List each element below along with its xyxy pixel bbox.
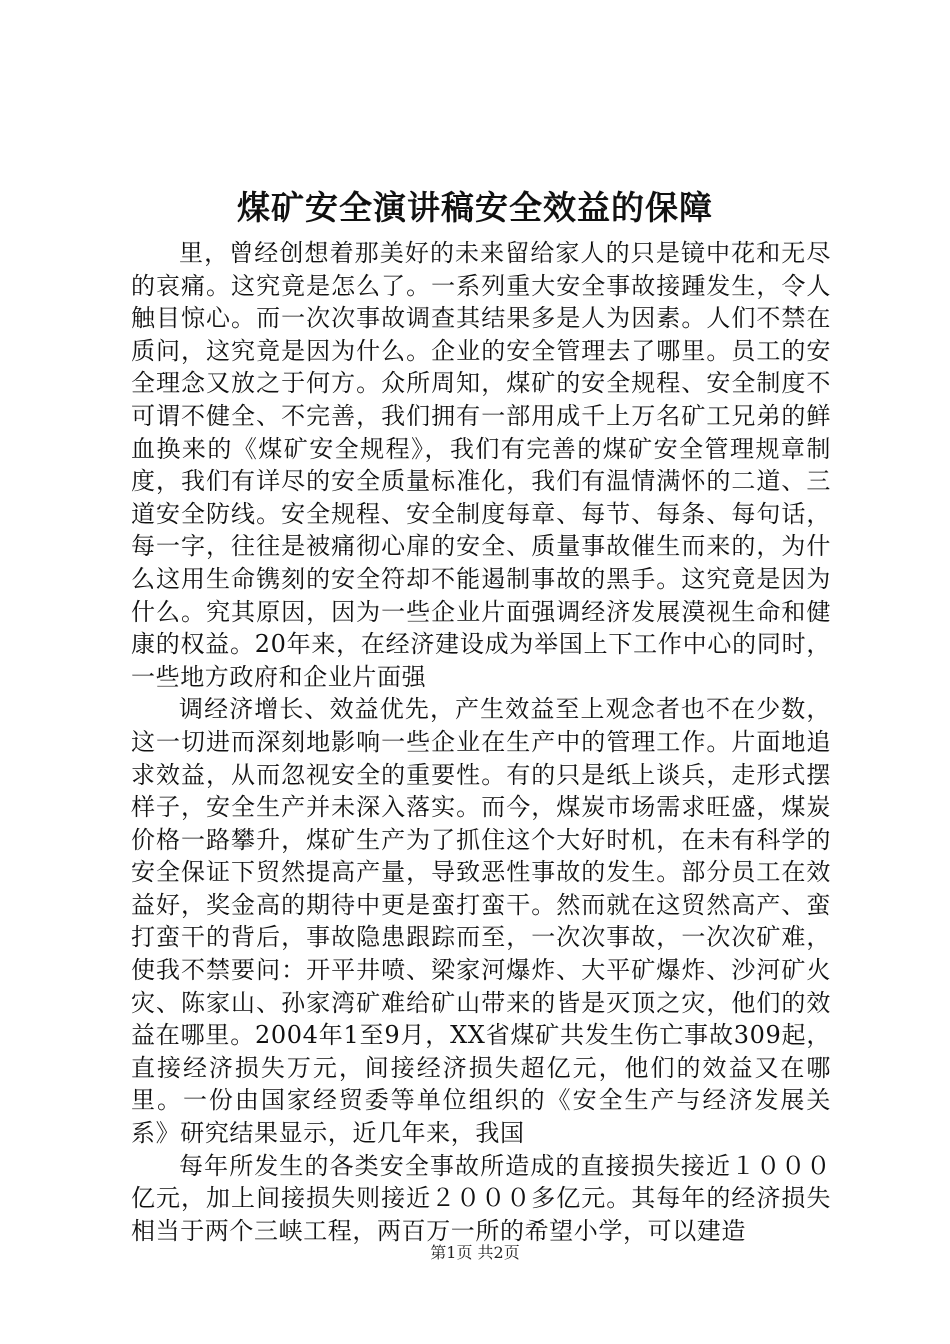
paragraph: 里，曾经创想着那美好的未来留给家人的只是镜中花和无尽的哀痛。这究竟是怎么了。一系列重大安全事故接踵发生，令人触目惊心。而一次次事故调查其结果多是人为因素。人们不禁在质问，这究竟是因为什么。企业的安全管理去了哪里。员工的安全理念又放之于何方。众所周知，煤矿的安全规程、安全制度不可谓不健全、不完善，我们拥有一部用成千上万名矿工兄弟的鲜血换来的《煤矿安全规程》，我们有完善的煤矿安全管理规章制度，我们有详尽的安全质量标准化，我们有温情满怀的二道、三道安全防线。安全规程、安全制度每章、每节、每条、每句话，每一字，往往是被痛彻心扉的安全、质量事故催生而来的，为什么这用生命镌刻的安全符却不能遏制事故的黑手。这究竟是因为什么。究其原因，因为一些企业片面强调经济发展漠视生命和健康的权益。20年来，在经济建设成为举国上下工作中心的同时，一些地方政府和企业片面强: [131, 239, 831, 691]
paragraph: 每年所发生的各类安全事故所造成的直接损失接近１０００亿元，加上间接损失则接近２０００多亿元。其每年的经济损失相当于两个三峡工程，两百万一所的希望小学，可以建造: [131, 1151, 831, 1245]
document-title: 煤矿安全演讲稿安全效益的保障: [237, 188, 713, 227]
paragraph: 调经济增长、效益优先，产生效益至上观念者也不在少数，这一切进而深刻地影响一些企业在生产中的管理工作。片面地追求效益，从而忽视安全的重要性。有的只是纸上谈兵，走形式摆样子，安全生产并未深入落实。而今，煤炭市场需求旺盛，煤炭价格一路攀升，煤矿生产为了抓住这个大好时机，在未有科学的安全保证下贸然提高产量，导致恶性事故的发生。部分员工在效益好，奖金高的期待中更是蛮打蛮干。然而就在这贸然高产、蛮打蛮干的背后，事故隐患跟踪而至，一次次事故，一次次矿难，使我不禁要问：开平井喷、梁家河爆炸、大平矿爆炸、沙河矿火灾、陈家山、孙家湾矿难给矿山带来的皆是灭顶之灾，他们的效益在哪里。2004年1至9月，XX省煤矿共发生伤亡事故309起，直接经济损失万元，间接经济损失超亿元，他们的效益又在哪里。一份由国家经贸委等单位组织的《安全生产与经济发展关系》研究结果显示，近几年来，我国: [131, 695, 831, 1148]
page-number-footer: 第1页 共2页: [430, 1243, 520, 1262]
document-body: [131, 237, 831, 1247]
